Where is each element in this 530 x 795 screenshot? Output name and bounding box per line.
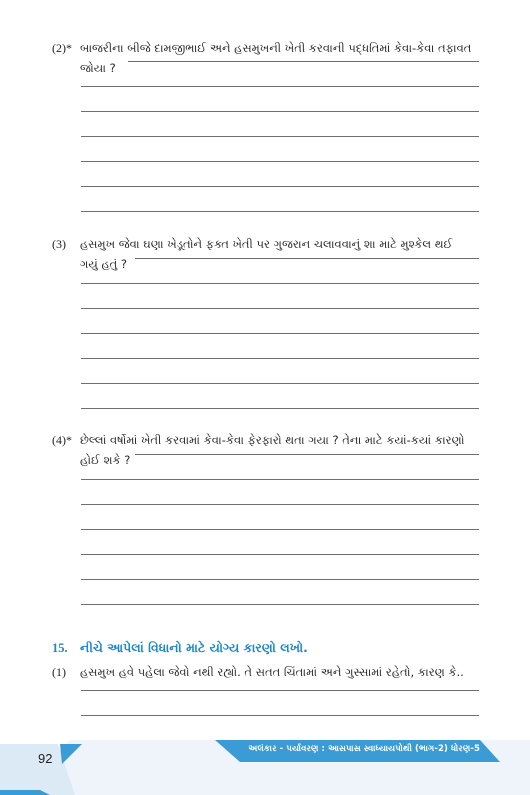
answer-line[interactable] xyxy=(81,308,479,309)
answer-line[interactable] xyxy=(81,283,479,284)
answer-line[interactable] xyxy=(81,604,479,605)
question-3 xyxy=(52,234,480,274)
question-text-line2: હોઈ શકે ? xyxy=(80,453,131,467)
answer-line[interactable] xyxy=(81,161,479,162)
answer-line[interactable] xyxy=(135,258,479,259)
question-text-line1: બાજરીના બીજે દામજીભાઈ અને હસમુખની ખેતી કરવાની પદ્ધતિમાં કેવા-કેવા તફાવત xyxy=(80,41,472,55)
question-4 xyxy=(52,430,480,470)
section-heading xyxy=(52,640,308,656)
answer-line[interactable] xyxy=(81,715,479,716)
question-2 xyxy=(52,38,480,78)
question-text-line2: જોયા ? xyxy=(80,61,116,75)
question-text-line1: છેલ્લાં વર્ષોમાં ખેતી કરવામાં કેવા-કેવા ફેરફારો થતા ગયા ? તેના માટે કયાં-કયાં કારણો xyxy=(80,433,465,447)
answer-line[interactable] xyxy=(81,504,479,505)
answer-line[interactable] xyxy=(81,211,479,212)
answer-line[interactable] xyxy=(81,529,479,530)
footer-title: અલંકાર - પર્યાવરણ : આસપાસ સ્વાધ્યાયપોથી (ભાગ-2) ધોરણ-5 xyxy=(248,744,480,754)
answer-line[interactable] xyxy=(81,333,479,334)
item-text: હસમુખ હવે પહેલા જેવો નથી રહ્યો. તે સતત ચિંતામાં અને ગુસ્સામાં રહેતો, કારણ કે.. xyxy=(80,665,464,679)
answer-line[interactable] xyxy=(81,479,479,480)
answer-line[interactable] xyxy=(81,579,479,580)
page-number: 92 xyxy=(38,751,53,766)
answer-line[interactable] xyxy=(81,86,479,87)
answer-line[interactable] xyxy=(81,554,479,555)
question-number: (2)* xyxy=(52,41,72,55)
question-number: (3) xyxy=(52,237,66,251)
answer-line[interactable] xyxy=(81,358,479,359)
answer-line[interactable] xyxy=(128,61,479,62)
question-text-line1: હસમુખ જેવા ઘણા ખેડૂતોને ફક્ત ખેતી પર ગુજરાન ચલાવવાનું શા માટે મુશ્કેલ થઈ xyxy=(80,237,453,251)
item-1 xyxy=(52,662,480,682)
section-number: 15. xyxy=(52,641,68,655)
answer-line[interactable] xyxy=(81,136,479,137)
answer-line[interactable] xyxy=(135,454,479,455)
answer-line[interactable] xyxy=(81,186,479,187)
section-title: નીચે આપેલાં વિધાનો માટે યોગ્ય કારણો લખો. xyxy=(80,640,308,655)
item-number: (1) xyxy=(52,665,66,679)
question-text-line2: ગયું હતું ? xyxy=(80,257,128,271)
answer-line[interactable] xyxy=(81,111,479,112)
answer-line[interactable] xyxy=(81,408,479,409)
answer-line[interactable] xyxy=(81,690,479,691)
question-number: (4)* xyxy=(52,433,72,447)
answer-line[interactable] xyxy=(81,383,479,384)
